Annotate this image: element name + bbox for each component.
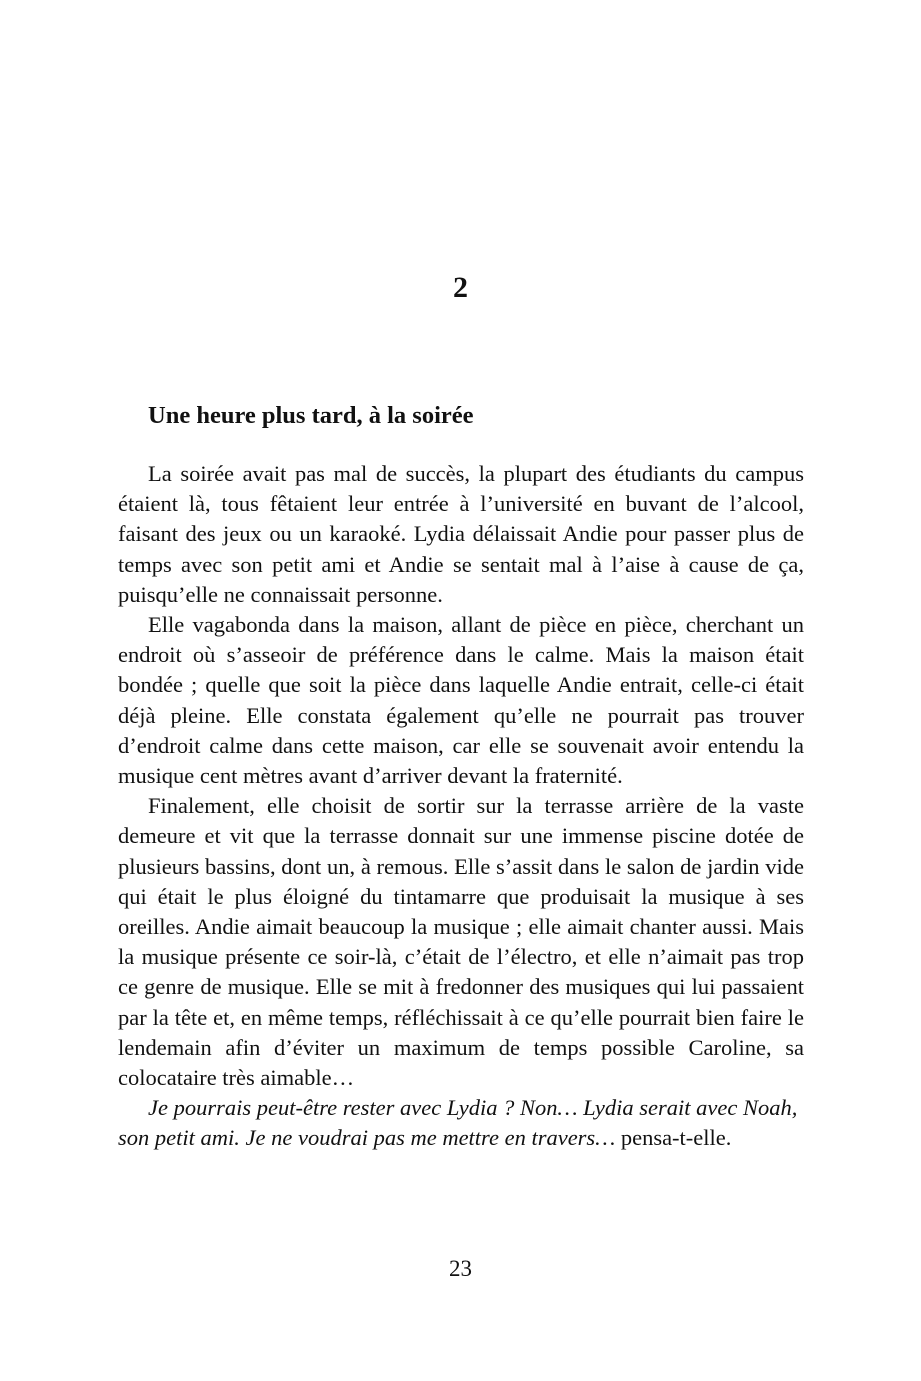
paragraph: Finalement, elle choisit de sortir sur la terrasse arrière de la vaste demeure et vit que la terrasse donnait sur une immense piscine dotée de plusieurs bassins, dont un, à remous. Elle s’assit dans le salon de jardin vide qui était le plus éloigné du tintamarre que produisait la musique à ses oreilles. Andie aimait beaucoup la musique ; elle aimait chanter aussi. Mais la musique présente ce soir-là, c’était de l’électro, et elle n’aimait pas trop ce genre de musique. Elle se mit à fredonner des musiques qui lui passaient par la tête et, en même temps, réfléchissait à ce qu’elle pourrait bien faire le lendemain afin d’éviter un maximum de temps possible Caroline, sa colocataire très aimable… [118, 793, 804, 1091]
paragraph-tail: pensa-t-elle. [615, 1125, 732, 1151]
section-heading: Une heure plus tard, à la soirée [148, 402, 474, 429]
paragraph: La soirée avait pas mal de succès, la plupart des étudiants du campus étaient là, tous fêtaient leur entrée à l’université en buvant de l’alcool, faisant des jeux ou un karaoké. Lydia délaissait Andie pour passer plus de temps avec son petit ami et Andie se sentait mal à l’aise à cause de ça, puisqu’elle ne connaissait personne. [118, 461, 804, 607]
chapter-number: 2 [453, 271, 468, 304]
paragraph: Elle vagabonda dans la maison, allant de pièce en pièce, cherchant un endroit où s’asseoir de préférence dans le calme. Mais la maison était bondée ; quelle que soit la pièce dans laquelle Andie entrait, celle-ci était déjà pleine. Elle constata également qu’elle ne pourrait pas trouver d’endroit calme dans cette maison, car elle se souvenait avoir entendu la musique cent mètres avant d’arriver devant la fraternité. [118, 612, 804, 789]
page-number: 23 [449, 1256, 472, 1281]
paragraph [118, 1093, 804, 1153]
body-text [118, 459, 804, 1154]
italic-thought: Je pourrais peut-être rester avec Lydia ? Non… Lydia serait avec Noah, son petit ami. Je ne voudrai pas me mettre en travers… [118, 1095, 798, 1151]
